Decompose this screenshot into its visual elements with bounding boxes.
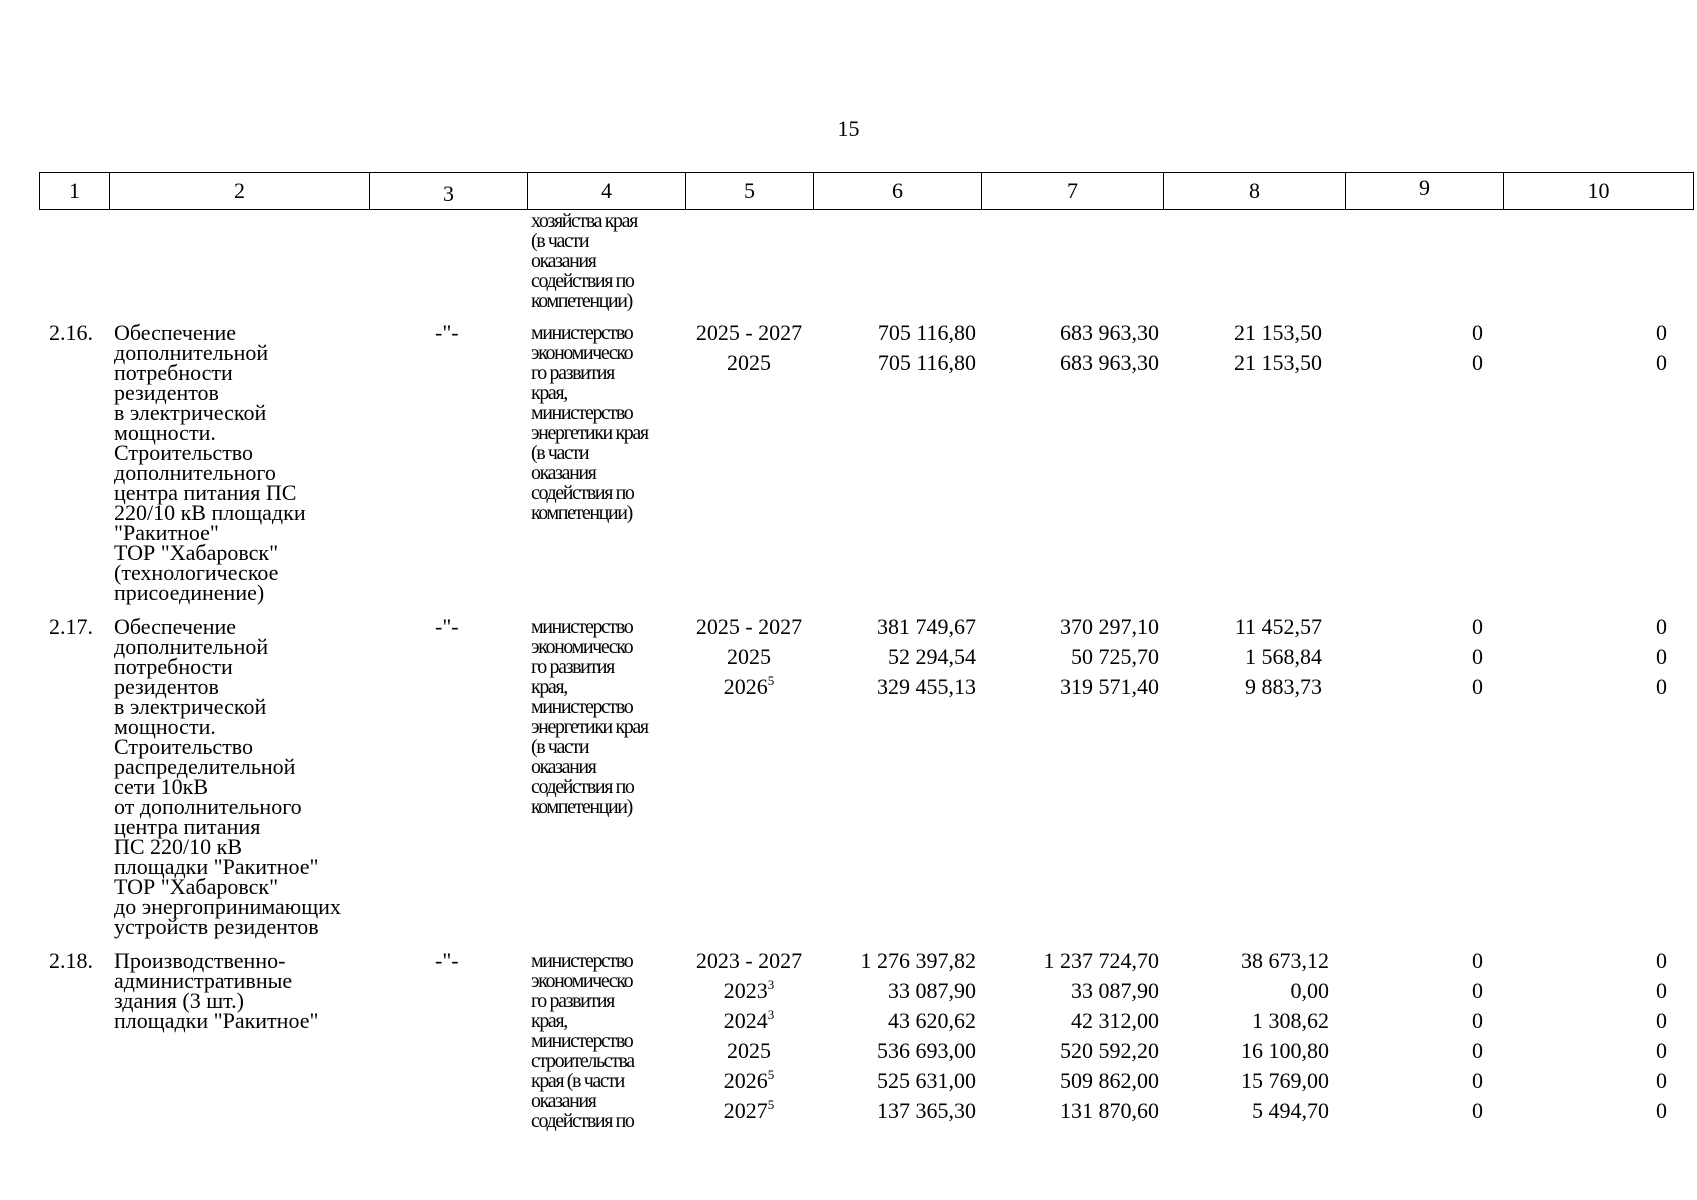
value-col6: 705 116,80 — [877, 350, 976, 375]
value-col6: 536 693,00 — [877, 1038, 976, 1063]
value-col10: 0 — [1656, 1038, 1667, 1063]
value-col10: 0 — [1656, 948, 1667, 973]
header-col-2: 2 — [110, 173, 370, 209]
value-col6: 33 087,90 — [888, 978, 976, 1003]
value-col7: 683 963,30 — [1060, 350, 1159, 375]
year-label: 2025 — [727, 644, 771, 669]
value-col10: 0 — [1656, 320, 1667, 345]
value-col8: 21 153,50 — [1234, 350, 1322, 375]
value-col6: 329 455,13 — [877, 674, 976, 699]
value-col9: 0 — [1472, 1098, 1483, 1123]
value-col6: 525 631,00 — [877, 1068, 976, 1093]
header-col-4: 4 — [528, 173, 686, 209]
row-col3: -"- — [435, 320, 459, 345]
value-col7: 50 725,70 — [1071, 644, 1159, 669]
value-col9: 0 — [1472, 674, 1483, 699]
value-col9: 0 — [1472, 1038, 1483, 1063]
row-name: Производственно- административные здания (3 шт.) площадки "Ракитное" — [114, 948, 319, 1033]
row-number: 2.17. — [49, 614, 93, 639]
row-name: Обеспечение дополнительной потребности резидентов в электрической мощности. Строительство дополнительного центра питания ПС 220/10 кВ площадки "Ракитное" ТОР "Хабаровск" (технологическое присоединение) — [114, 320, 306, 605]
value-col7: 33 087,90 — [1071, 978, 1159, 1003]
value-col7: 520 592,20 — [1060, 1038, 1159, 1063]
value-col9: 0 — [1472, 978, 1483, 1003]
header-col-3: 3 — [370, 173, 528, 209]
year-label: 2023 - 2027 — [695, 948, 803, 973]
row-responsible: министерство экономическо го развития края, министерство строительства края (в части оказания содействия по — [531, 950, 634, 1132]
value-col8: 38 673,12 — [1241, 948, 1329, 973]
header-col-5: 5 — [686, 173, 814, 209]
value-col7: 370 297,10 — [1060, 614, 1159, 639]
value-col10: 0 — [1656, 1068, 1667, 1093]
year-label: 2025 - 2027 — [695, 320, 803, 345]
year-label: 2023$^3$ — [723, 977, 775, 1003]
value-col10: 0 — [1656, 614, 1667, 639]
value-col10: 0 — [1656, 674, 1667, 699]
header-col-1: 1 — [40, 173, 110, 209]
value-col6: 137 365,30 — [877, 1098, 976, 1123]
row-responsible: министерство экономическо го развития края, министерство энергетики края (в части оказания содействия по компетенции) — [531, 616, 648, 818]
year-label: 2024$^3$ — [723, 1007, 775, 1033]
value-col8: 9 883,73 — [1245, 674, 1322, 699]
value-col9: 0 — [1472, 614, 1483, 639]
value-col8: 21 153,50 — [1234, 320, 1322, 345]
row-name: Обеспечение дополнительной потребности резидентов в электрической мощности. Строительство распределительной сети 10кВ от дополнительного центра питания ПС 220/10 кВ площадки "Ракитное" ТОР "Хабаровск" до энергопринимающих устройств резидентов — [114, 614, 341, 939]
row-number: 2.18. — [49, 948, 93, 973]
value-col10: 0 — [1656, 350, 1667, 375]
row-number: 2.16. — [49, 320, 93, 345]
value-col8: 15 769,00 — [1241, 1068, 1329, 1093]
header-col-10: 10 — [1504, 173, 1694, 209]
value-col6: 52 294,54 — [888, 644, 976, 669]
value-col8: 1 308,62 — [1252, 1008, 1329, 1033]
value-col10: 0 — [1656, 1008, 1667, 1033]
value-col8: 11 452,57 — [1234, 614, 1322, 639]
value-col10: 0 — [1656, 978, 1667, 1003]
value-col6: 381 749,67 — [877, 614, 976, 639]
table-header — [39, 172, 1694, 210]
year-label: 2025 — [727, 350, 771, 375]
header-col-9: 9 — [1346, 173, 1504, 209]
header-col-7: 7 — [982, 173, 1164, 209]
year-label: 2025 - 2027 — [695, 614, 803, 639]
value-col8: 0,00 — [1290, 978, 1329, 1003]
value-col7: 683 963,30 — [1060, 320, 1159, 345]
value-col6: 1 276 397,82 — [860, 948, 976, 973]
value-col8: 16 100,80 — [1241, 1038, 1329, 1063]
value-col10: 0 — [1656, 1098, 1667, 1123]
year-label: 2026$^5$ — [723, 1067, 775, 1093]
header-col-8: 8 — [1164, 173, 1346, 209]
value-col6: 705 116,80 — [877, 320, 976, 345]
value-col9: 0 — [1472, 948, 1483, 973]
page-number: 15 — [837, 116, 860, 141]
value-col8: 5 494,70 — [1252, 1098, 1329, 1123]
year-label: 2025 — [727, 1038, 771, 1063]
value-col9: 0 — [1472, 320, 1483, 345]
value-col9: 0 — [1472, 1068, 1483, 1093]
year-label: 2026$^5$ — [723, 673, 775, 699]
value-col7: 319 571,40 — [1060, 674, 1159, 699]
value-col9: 0 — [1472, 350, 1483, 375]
value-col10: 0 — [1656, 644, 1667, 669]
value-col7: 131 870,60 — [1060, 1098, 1159, 1123]
row-col3: -"- — [435, 614, 459, 639]
value-col9: 0 — [1472, 1008, 1483, 1033]
continuation-responsible: хозяйства края (в части оказания содействия по компетенции) — [531, 210, 637, 312]
value-col6: 43 620,62 — [888, 1008, 976, 1033]
value-col7: 42 312,00 — [1071, 1008, 1159, 1033]
header-col-6: 6 — [814, 173, 982, 209]
value-col9: 0 — [1472, 644, 1483, 669]
value-col8: 1 568,84 — [1245, 644, 1322, 669]
year-label: 2027$^5$ — [723, 1097, 775, 1123]
value-col7: 1 237 724,70 — [1043, 948, 1159, 973]
row-col3: -"- — [435, 948, 459, 973]
row-responsible: министерство экономическо го развития края, министерство энергетики края (в части оказания содействия по компетенции) — [531, 322, 648, 524]
value-col7: 509 862,00 — [1060, 1068, 1159, 1093]
